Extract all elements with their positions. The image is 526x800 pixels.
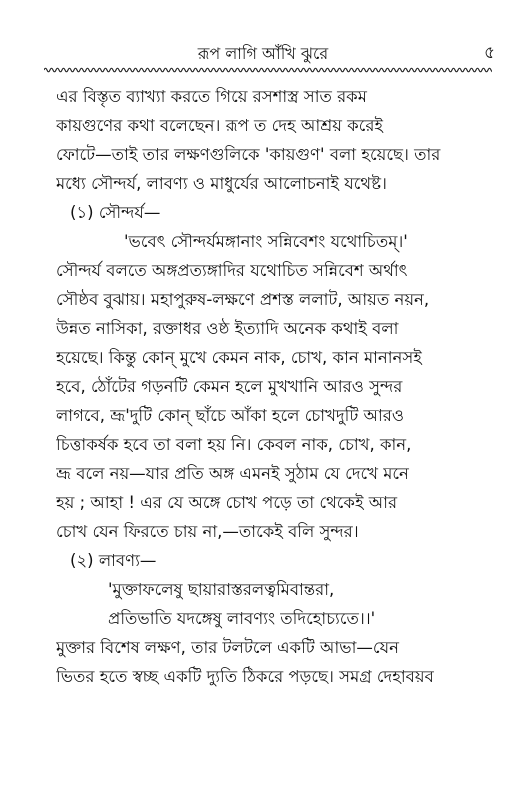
body-line: ভিতর হতে স্বচ্ছ একটি দ্যুতি ঠিকরে পড়ছে। সমগ্র দেহাবয়ব [56,667,434,686]
section-heading-beauty: (১) সৌন্দর্য— [70,203,161,222]
body-line: এর বিস্তৃত ব্যাখ্যা করতে গিয়ে রসশাস্ত্র সাত রকম [56,87,367,106]
body-line: কায়গুণের কথা বলেছেন। রূপ ত দেহ আশ্রয় করেই [56,116,383,135]
page-number: ৫ [484,43,496,63]
body-line: সৌন্দর্য বলতে অঙ্গপ্রত্যঙ্গাদির যথোচিত সন্নিবেশ অর্থাৎ [56,261,408,280]
body-line: হয় ; আহা ! এর যে অঙ্গে চোখ পড়ে তা থেকেই আর [56,493,398,512]
body-line: লাগবে, ভ্রূ'দুটি কোন্ ছাঁচে আঁকা হলে চোখদুটি আরও [56,406,405,425]
sanskrit-verse-line: 'ভবেৎ সৌন্দর্যমঙ্গানাং সন্নিবেশং যথোচিতম্।' [124,232,408,251]
running-header-title: রূপ লাগি আঁখি ঝুরে [197,44,329,63]
body-line: মুক্তার বিশেষ লক্ষণ, তার টলটলে একটি আভা—যেন [56,638,399,657]
body-line: চোখ যেন ফিরতে চায় না,—তাকেই বলি সুন্দর। [56,522,359,541]
body-line: ফোটে—তাই তার লক্ষণগুলিকে 'কায়গুণ' বলা হয়েছে। তার [56,145,441,164]
section-heading-grace: (২) লাবণ্য— [70,551,157,570]
body-line: সৌষ্ঠব বুঝায়। মহাপুরুষ-লক্ষণে প্রশস্ত ললাট, আয়ত নয়ন, [56,290,430,309]
body-line: হয়েছে। কিন্তু কোন্ মুখে কেমন নাক, চোখ, কান মানানসই [56,348,422,367]
wavy-divider [44,66,492,74]
body-line: হবে, ঠোঁটের গড়নটি কেমন হলে মুখখানি আরও সুন্দর [56,377,403,396]
body-line: চিত্তাকর্ষক হবে তা বলা হয় নি। কেবল নাক, চোখ, কান, [56,435,412,454]
sanskrit-verse-line: 'মুক্তাফলেষু ছায়ারাস্তরলত্বমিবান্তরা, [108,580,335,599]
body-line: ভ্রূ বলে নয়—যার প্রতি অঙ্গ এমনই সুঠাম যে দেখে মনে [56,464,409,483]
body-line: উন্নত নাসিকা, রক্তাধর ওষ্ঠ ইত্যাদি অনেক কথাই বলা [56,319,399,338]
sanskrit-verse-line: প্রতিভাতি যদঙ্গেষু লাবণ্যং তদিহোচ্যতে।।' [108,609,376,628]
body-line: মধ্যে সৌন্দর্য, লাবণ্য ও মাধুর্যের আলোচনাই যথেষ্ট। [56,174,387,193]
